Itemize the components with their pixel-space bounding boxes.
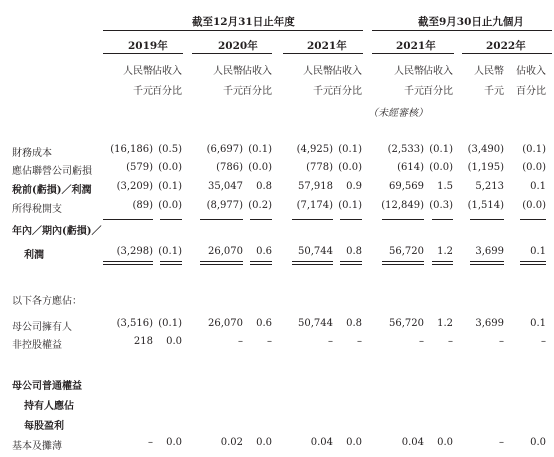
col-header-rmb-top: 人民幣 [213, 66, 243, 77]
finance-costs-value: (0.1) [522, 144, 546, 155]
non-controlling-interests-value: – [448, 336, 453, 347]
income-tax-expense-value: (8,977) [206, 200, 243, 211]
owners-of-parent-value: 1.2 [437, 318, 453, 329]
finance-costs-value: (16,186) [110, 144, 153, 155]
col-header-rmb-bottom: 千元 [484, 86, 504, 97]
eps-heading-line3: 每股盈利 [24, 421, 64, 432]
subtotal-rule [432, 219, 453, 220]
basic-and-diluted-value: 0.0 [256, 437, 272, 448]
basic-and-diluted-value: 0.0 [437, 437, 453, 448]
col-header-pct-bottom: 百分比 [516, 86, 546, 97]
col-header-rmb-bottom: 千元 [404, 86, 424, 97]
row-label-profit-before-tax: 稅前(虧損)／利潤 [12, 185, 92, 196]
share-of-associates-loss-value: (0.0) [522, 162, 546, 173]
net-profit-value: 26,070 [208, 246, 243, 257]
share-of-associates-loss-value: (0.0) [429, 162, 453, 173]
col-header-rmb-bottom: 千元 [313, 86, 333, 97]
double-rule-top [292, 261, 333, 262]
eps-heading-line2: 持有人應佔 [24, 401, 74, 412]
subtotal-rule [160, 219, 182, 220]
finance-costs-value: (3,490) [467, 144, 504, 155]
non-controlling-interests-value: – [419, 336, 424, 347]
non-controlling-interests-value: – [267, 336, 272, 347]
col-header-rmb-bottom: 千元 [133, 86, 153, 97]
owners-of-parent-value: 0.6 [256, 318, 272, 329]
finance-costs-value: (0.5) [158, 144, 182, 155]
double-rule-bottom [432, 264, 453, 265]
subtotal-rule [292, 219, 333, 220]
basic-and-diluted-value: 0.0 [530, 437, 546, 448]
profit-before-tax-value: 0.1 [530, 181, 546, 192]
share-of-associates-loss-value: (579) [126, 162, 153, 173]
owners-of-parent-value: (0.1) [158, 318, 182, 329]
non-controlling-interests-value: – [499, 336, 504, 347]
col-header-pct-top: 佔收入 [332, 66, 362, 77]
year-rule-2020 [192, 53, 272, 54]
finance-costs-value: (4,925) [296, 144, 333, 155]
period-rule-nine-months [372, 30, 552, 31]
double-rule-top [340, 261, 362, 262]
eps-heading-line1: 母公司普通權益 [12, 381, 82, 392]
non-controlling-interests-value: 218 [133, 336, 153, 347]
owners-of-parent-value: 3,699 [475, 318, 504, 329]
double-rule-bottom [340, 264, 362, 265]
profit-before-tax-value: 0.8 [256, 181, 272, 192]
double-rule-bottom [520, 264, 546, 265]
double-rule-top [103, 261, 153, 262]
period-header-full-year: 截至12月31日止年度 [192, 16, 295, 28]
finance-costs-value: (0.1) [429, 144, 453, 155]
double-rule-bottom [292, 264, 333, 265]
net-profit-value: (3,298) [116, 246, 153, 257]
finance-costs-value: (6,697) [206, 144, 243, 155]
net-profit-value: 0.8 [346, 246, 362, 257]
basic-and-diluted-value: 0.02 [220, 437, 243, 448]
non-controlling-interests-value: – [238, 336, 243, 347]
income-tax-expense-value: (0.0) [158, 200, 182, 211]
col-header-pct-top: 佔收入 [242, 66, 272, 77]
owners-of-parent-value: 50,744 [298, 318, 333, 329]
subtotal-rule [250, 219, 272, 220]
basic-and-diluted-value: 0.04 [401, 437, 424, 448]
profit-before-tax-value: (0.1) [158, 181, 182, 192]
owners-of-parent-value: 0.8 [346, 318, 362, 329]
double-rule-top [432, 261, 453, 262]
double-rule-top [200, 261, 243, 262]
subtotal-rule [520, 219, 546, 220]
net-profit-value: 50,744 [298, 246, 333, 257]
basic-and-diluted-value: – [499, 437, 504, 448]
owners-of-parent-value: 56,720 [389, 318, 424, 329]
share-of-associates-loss-value: (1,195) [467, 162, 504, 173]
double-rule-top [160, 261, 182, 262]
col-header-pct-top: 佔收入 [516, 66, 546, 77]
row-label-share-of-associates-loss: 應佔聯營公司虧損 [12, 166, 92, 177]
col-header-pct-bottom: 百分比 [423, 86, 453, 97]
owners-of-parent-value: 0.1 [530, 318, 546, 329]
basic-and-diluted-value: 0.04 [310, 437, 333, 448]
subtotal-rule [340, 219, 362, 220]
profit-before-tax-value: 5,213 [475, 181, 504, 192]
non-controlling-interests-value: 0.0 [166, 336, 182, 347]
year-2021: 2021年 [307, 40, 347, 52]
non-controlling-interests-value: – [328, 336, 333, 347]
col-header-pct-bottom: 百分比 [332, 86, 362, 97]
double-rule-bottom [103, 264, 153, 265]
share-of-associates-loss-value: (0.0) [158, 162, 182, 173]
double-rule-bottom [250, 264, 272, 265]
finance-costs-value: (0.1) [338, 144, 362, 155]
row-label-net-profit-line1: 年內／期內(虧損)／ [12, 226, 102, 237]
row-label-income-tax-expense: 所得稅開支 [12, 204, 62, 215]
net-profit-value: (0.1) [158, 246, 182, 257]
non-controlling-interests-value: – [541, 336, 546, 347]
col-header-rmb-top: 人民幣 [474, 66, 504, 77]
col-header-rmb-top: 人民幣 [303, 66, 333, 77]
year-rule-2019 [103, 53, 183, 54]
share-of-associates-loss-value: (778) [306, 162, 333, 173]
col-header-pct-bottom: 百分比 [242, 86, 272, 97]
year-2021-nine-months: 2021年 [396, 40, 436, 52]
col-header-rmb-top: 人民幣 [394, 66, 424, 77]
net-profit-value: 3,699 [475, 246, 504, 257]
income-tax-expense-value: (1,514) [467, 200, 504, 211]
subtotal-rule [200, 219, 243, 220]
double-rule-bottom [200, 264, 243, 265]
owners-of-parent-value: (3,516) [116, 318, 153, 329]
finance-costs-value: (2,533) [387, 144, 424, 155]
row-label-owners-of-parent: 母公司擁有人 [12, 322, 72, 333]
finance-costs-value: (0.1) [248, 144, 272, 155]
year-rule-2021-nine-months [372, 53, 454, 54]
double-rule-bottom [382, 264, 424, 265]
subtotal-rule [470, 219, 504, 220]
year-rule-2021 [283, 53, 363, 54]
col-header-rmb-top: 人民幣 [123, 66, 153, 77]
profit-before-tax-value: 57,918 [298, 181, 333, 192]
row-label-non-controlling-interests: 非控股權益 [12, 340, 62, 351]
col-header-pct-bottom: 百分比 [152, 86, 182, 97]
profit-before-tax-value: 69,569 [389, 181, 424, 192]
double-rule-top [382, 261, 424, 262]
net-profit-value: 0.1 [530, 246, 546, 257]
non-controlling-interests-value: – [357, 336, 362, 347]
subtotal-rule [103, 219, 153, 220]
net-profit-value: 56,720 [389, 246, 424, 257]
basic-and-diluted-value: 0.0 [166, 437, 182, 448]
income-tax-expense-value: (0.3) [429, 200, 453, 211]
double-rule-top [520, 261, 546, 262]
row-label-net-profit-line2: 利潤 [24, 250, 44, 261]
row-label-finance-costs: 財務成本 [12, 148, 52, 159]
basic-and-diluted-value: – [148, 437, 153, 448]
year-2022-nine-months: 2022年 [486, 40, 526, 52]
owners-of-parent-value: 26,070 [208, 318, 243, 329]
income-tax-expense-value: (12,849) [381, 200, 424, 211]
net-profit-value: 1.2 [437, 246, 453, 257]
income-tax-expense-value: (89) [132, 200, 153, 211]
col-header-pct-top: 佔收入 [152, 66, 182, 77]
col-header-pct-top: 佔收入 [423, 66, 453, 77]
share-of-associates-loss-value: (0.0) [338, 162, 362, 173]
period-rule-full-year [103, 30, 363, 31]
income-tax-expense-value: (0.0) [522, 200, 546, 211]
income-tax-expense-value: (0.2) [248, 200, 272, 211]
year-2020: 2020年 [218, 40, 258, 52]
subtotal-rule [382, 219, 424, 220]
double-rule-top [250, 261, 272, 262]
share-of-associates-loss-value: (786) [216, 162, 243, 173]
col-header-rmb-bottom: 千元 [223, 86, 243, 97]
profit-before-tax-value: 1.5 [437, 181, 453, 192]
double-rule-bottom [160, 264, 182, 265]
profit-before-tax-value: 35,047 [208, 181, 243, 192]
unaudited-note: （未經審核） [368, 108, 428, 119]
income-tax-expense-value: (7,174) [296, 200, 333, 211]
double-rule-top [470, 261, 504, 262]
attributable-heading: 以下各方應佔： [12, 296, 82, 307]
income-tax-expense-value: (0.1) [338, 200, 362, 211]
net-profit-value: 0.6 [256, 246, 272, 257]
year-2019: 2019年 [128, 40, 168, 52]
period-header-nine-months: 截至9月30日止九個月 [418, 16, 524, 28]
year-rule-2022-nine-months [462, 53, 552, 54]
double-rule-bottom [470, 264, 504, 265]
row-label-basic-and-diluted: 基本及攤薄 [12, 441, 62, 452]
profit-before-tax-value: 0.9 [346, 181, 362, 192]
profit-before-tax-value: (3,209) [116, 181, 153, 192]
basic-and-diluted-value: 0.0 [346, 437, 362, 448]
share-of-associates-loss-value: (0.0) [248, 162, 272, 173]
share-of-associates-loss-value: (614) [397, 162, 424, 173]
